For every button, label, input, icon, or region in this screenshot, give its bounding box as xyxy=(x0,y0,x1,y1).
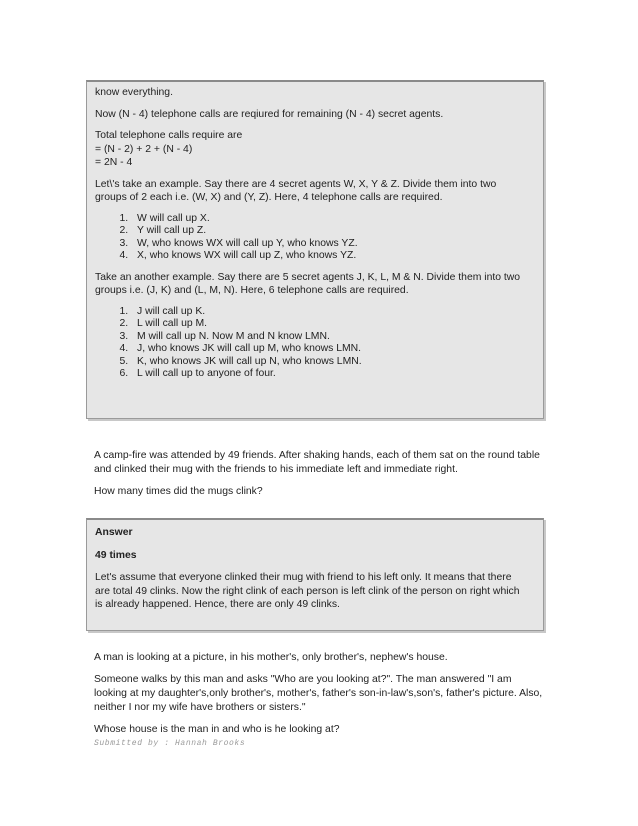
example2-steps-list xyxy=(95,306,535,381)
text-line: Let's assume that everyone clinked their mug with friend to his left only. It means that there xyxy=(95,572,512,583)
puzzle-text-line: Someone walks by this man and asks "Who are you looking at?". The man answered "I am xyxy=(94,674,512,685)
list-item: 3. W, who knows WX will call up Y, who knows YZ. xyxy=(131,238,535,251)
example1-steps-list xyxy=(95,213,535,263)
list-item: 1. W will call up X. xyxy=(131,213,535,226)
puzzle-question: Whose house is the man in and who is he looking at? xyxy=(94,724,340,735)
text-line: groups i.e. (J, K) and (L, M, N). Here, 6 telephone calls are required. xyxy=(95,285,409,296)
list-item: 4. J, who knows JK will call up M, who knows LMN. xyxy=(131,343,535,356)
formula-line: = (N - 2) + 2 + (N - 4) xyxy=(95,143,193,155)
submitted-by: Submitted by : Hannah Brooks xyxy=(94,739,246,748)
text-line: groups of 2 each i.e. (W, X) and (Y, Z). Here, 4 telephone calls are required. xyxy=(95,192,443,203)
text-line: know everything. xyxy=(95,87,173,98)
answer-box-content xyxy=(95,86,535,381)
puzzle-text-line: neither I nor my wife have brothers or sisters." xyxy=(94,702,306,713)
answer-box-telephone xyxy=(86,80,544,419)
puzzle-text-line: looking at my daughter's,only brother's, mother's, father's son-in-law's,son's, father's picture. Also, xyxy=(94,688,543,699)
list-item: 6. L will call up to anyone of four. xyxy=(131,368,535,381)
text-line: Now (N - 4) telephone calls are reqiured for remaining (N - 4) secret agents. xyxy=(95,108,444,120)
text-line: Let\'s take an example. Say there are 4 secret agents W, X, Y & Z. Divide them into two xyxy=(95,178,497,190)
list-item: 2. L will call up M. xyxy=(131,318,535,331)
answer-heading: Answer xyxy=(95,527,133,538)
answer-box-content xyxy=(95,526,535,612)
list-item: 2. Y will call up Z. xyxy=(131,225,535,238)
puzzle-question: How many times did the mugs clink? xyxy=(94,486,263,497)
list-item: 3. M will call up N. Now M and N know LMN. xyxy=(131,331,535,344)
list-item: 1. J will call up K. xyxy=(131,306,535,319)
puzzle-text-line: A man is looking at a picture, in his mother's, only brother's, nephew's house. xyxy=(94,652,448,663)
puzzle-text-line: A camp-fire was attended by 49 friends. After shaking hands, each of them sat on the round table xyxy=(94,450,540,461)
puzzle-text-line: and clinked their mug with the friends to his immediate left and immediate right. xyxy=(94,464,458,475)
text-line: Total telephone calls require are xyxy=(95,130,243,141)
list-item: 5. K, who knows JK will call up N, who knows LMN. xyxy=(131,356,535,369)
text-line: is already happened. Hence, there are only 49 clinks. xyxy=(95,599,340,610)
list-item: 4. X, who knows WX will call up Z, who knows YZ. xyxy=(131,250,535,263)
text-line: Take an another example. Say there are 5 secret agents J, K, L, M & N. Divide them into two xyxy=(95,271,521,283)
formula-line: = 2N - 4 xyxy=(95,157,133,168)
text-line: are total 49 clinks. Now the right clink of each person is left clink of the person on right which xyxy=(95,585,520,597)
answer-box-mugs xyxy=(86,518,544,631)
answer-value: 49 times xyxy=(95,549,137,561)
